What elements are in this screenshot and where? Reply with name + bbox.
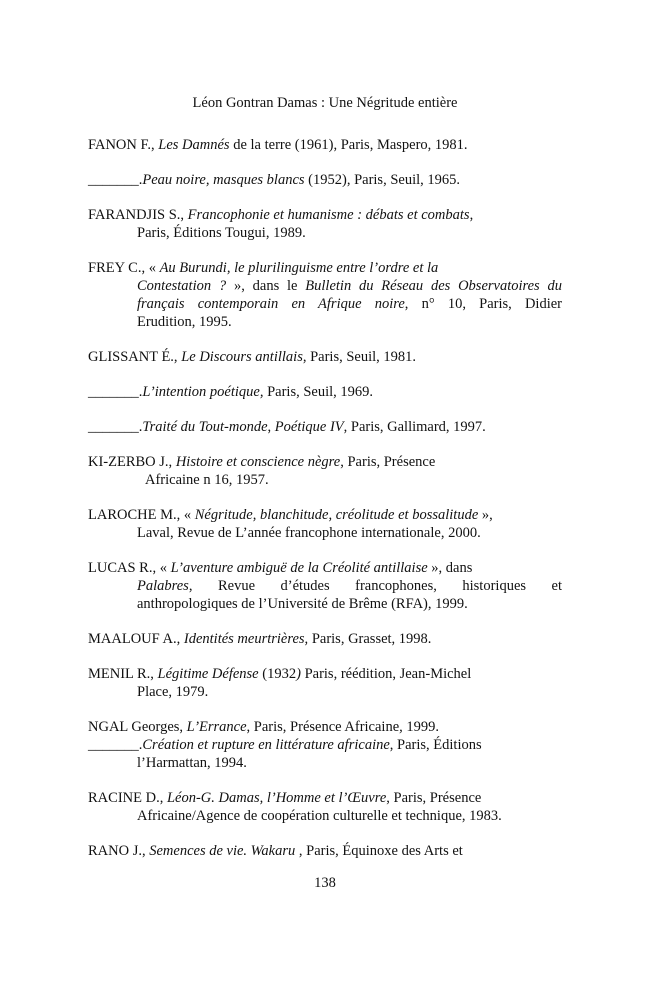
bibliography-entry-lucas: LUCAS R., « L’aventure ambiguë de la Créolité antillaise », dans Palabres, Revue d’études francophones, historiques et anthropologiques de l’Université de Brême (RFA), 1999. [88, 560, 562, 612]
bibliography-entry-glissant-discours: GLISSANT É., Le Discours antillais, Paris, Seuil, 1981. [88, 349, 417, 365]
bibliography-entry-racine: RACINE D., Léon-G. Damas, l’Homme et l’Œuvre, Paris, Présence Africaine/Agence de coopération culturelle et technique, 1983. [88, 790, 502, 824]
bibliography-entry-rano: RANO J., Semences de vie. Wakaru , Paris, Équinoxe des Arts et [88, 843, 463, 859]
bibliography-entry-glissant-intention: _______.L’intention poétique, Paris, Seuil, 1969. [88, 384, 374, 400]
running-header: Léon Gontran Damas : Une Négritude entière [192, 95, 458, 111]
bibliography-entry-menil: MENIL R., Légitime Défense (1932) Paris, réédition, Jean-Michel Place, 1979. [88, 666, 472, 700]
bibliography-entry-laroche: LAROCHE M., « Négritude, blanchitude, créolitude et bossalitude », Laval, Revue de L’année francophone internationale, 2000. [88, 507, 493, 541]
bibliography-entry-ngal: NGAL Georges, L’Errance, Paris, Présence Africaine, 1999. _______.Création et rupture en littérature africaine, Paris, Éditions l’Harmattan, 1994. [88, 719, 482, 771]
bibliography-entry-frey: FREY C., « Au Burundi, le plurilinguisme entre l’ordre et la Contestation ? », dans le Bulletin du Réseau des Observatoires du français contemporain en Afrique noire, n° 10, Paris, Didier Erudition, 1995. [88, 260, 562, 330]
bibliography-entry-ki-zerbo: KI-ZERBO J., Histoire et conscience nègre, Paris, Présence Africaine n 16, 1957. [88, 454, 436, 488]
bibliography-entry-fanon-peau-noire: _______.Peau noire, masques blancs (1952), Paris, Seuil, 1965. [88, 172, 461, 188]
bibliography-entry-fanon-damnes: FANON F., Les Damnés de la terre (1961), Paris, Maspero, 1981. [88, 137, 468, 153]
bibliography-entry-maalouf: MAALOUF A., Identités meurtrières, Paris, Grasset, 1998. [88, 631, 432, 647]
bibliography-entry-glissant-traite: _______.Traité du Tout-monde, Poétique IV, Paris, Gallimard, 1997. [88, 419, 486, 435]
page-number: 138 [314, 875, 336, 891]
bibliography-list [88, 136, 562, 877]
bibliography-entry-farandjis: FARANDJIS S., Francophonie et humanisme : débats et combats, Paris, Éditions Tougui, 1989. [88, 207, 474, 241]
